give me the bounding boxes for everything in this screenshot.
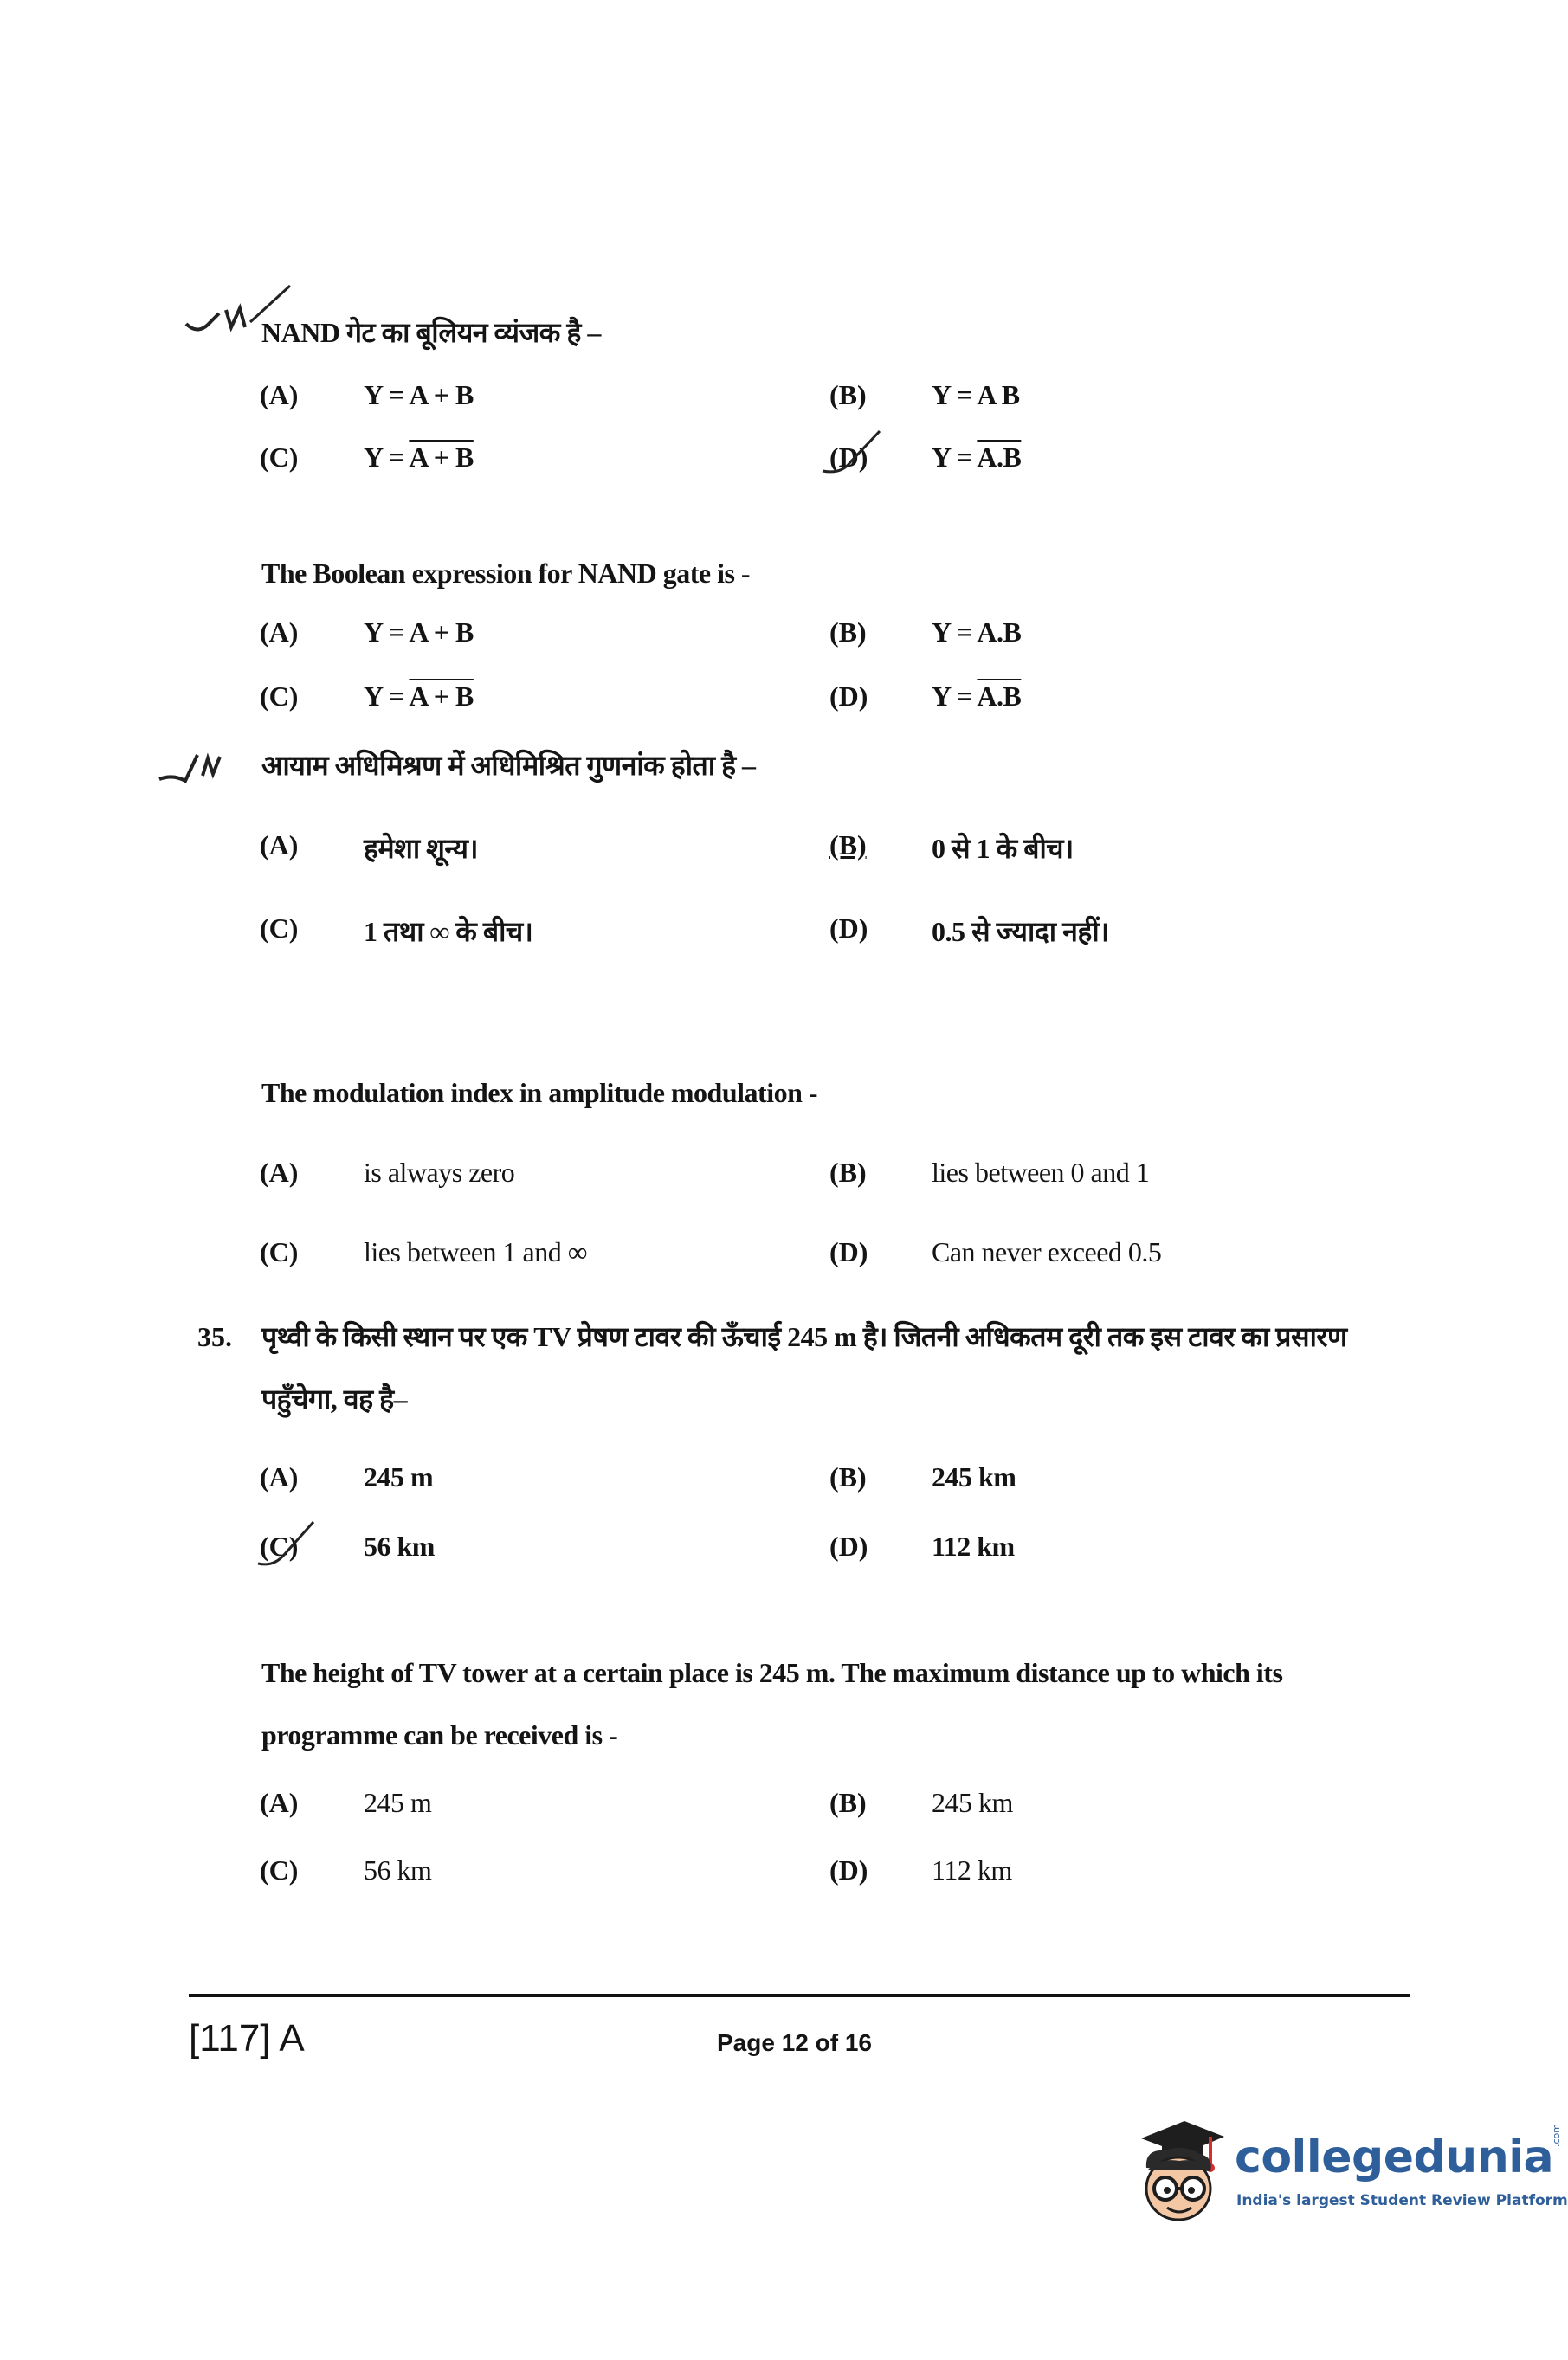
handwritten-tick-icon [156,745,260,788]
page-number: Page 12 of 16 [717,2029,872,2056]
brand-dotcom: .com [1551,2124,1562,2147]
q33-english-stem: The Boolean expression for NAND gate is - [261,558,751,589]
q34-hindi-option-b-text: 0 से 1 के बीच। [932,833,1074,864]
q34-hindi-option-d-label: (D) [829,912,868,944]
footer-divider [189,1994,1410,1997]
q35-english-stem: The height of TV tower at a certain place is 245 m. The maximum distance up to which its programme can be received is - [261,1657,1283,1751]
q33-english-option-c-prefix: Y = [364,680,410,712]
q33-hindi-option-b-label: (B) [829,379,867,410]
q35-english-option-a-label: (A) [260,1787,299,1818]
q33-hindi-option-a-label: (A) [260,379,299,410]
q35-hindi-option-b-label: (B) [829,1461,867,1493]
q33-hindi-option-c-text [364,442,474,474]
q34-english-option-a-text: is always zero [364,1157,515,1188]
q35-english-option-c-text: 56 km [364,1854,432,1886]
q33-english-option-d-label: (D) [829,680,868,712]
q34-hindi-option-a-text: हमेशा शून्य। [364,833,479,864]
q33-english-option-d-expr: A.B [977,680,1022,712]
q35-hindi-option-c-text: 56 km [364,1531,435,1562]
q35-hindi-option-a-label: (A) [260,1461,299,1493]
q33-english-option-a-label: (A) [260,616,299,648]
mascot-icon [1131,2118,1226,2227]
q35-english-option-b-text: 245 km [932,1787,1013,1818]
q35-hindi-option-a-text: 245 m [364,1461,434,1493]
q35-hindi-option-c-label: (C) [260,1531,299,1562]
q33-english-option-b-label: (B) [829,616,867,648]
q33-english-option-a-text: Y = A + B [364,616,474,648]
q33-hindi-option-c-label: (C) [260,442,299,473]
q34-hindi-option-c-text: 1 तथा ∞ के बीच। [364,916,533,947]
q34-english-option-d-label: (D) [829,1236,868,1267]
q33-hindi-option-d-text [932,442,1021,474]
q34-hindi-option-d-text: 0.5 से ज्यादा नहीं। [932,916,1109,947]
q33-hindi-option-d-expr: A.B [977,442,1022,473]
q33-english-option-c-label: (C) [260,680,299,712]
q34-english-option-a-label: (A) [260,1157,299,1188]
q33-hindi-option-b-text: Y = A B [932,379,1020,410]
q33-english-option-d-text [932,680,1021,713]
q34-hindi-option-c-label: (C) [260,912,299,944]
brand-wordmark: collegedunia [1235,2131,1554,2183]
q33-hindi-stem: NAND गेट का बूलियन व्यंजक है – [261,317,601,348]
q35-hindi-option-d-text: 112 km [932,1531,1015,1562]
q34-hindi-option-b-label: (B) [829,829,867,861]
q34-english-option-c-label: (C) [260,1236,299,1267]
q33-hindi-option-a-text: Y = A + B [364,379,474,410]
q35-english-option-d-text: 112 km [932,1854,1012,1886]
q35-english-option-c-label: (C) [260,1854,299,1886]
q34-english-option-c-text: lies between 1 and ∞ [364,1236,588,1267]
q34-english-stem: The modulation index in amplitude modulation - [261,1077,818,1108]
answer-tick-icon [253,1517,322,1569]
q35-number: 35. [197,1321,232,1352]
q34-english-option-b-text: lies between 0 and 1 [932,1157,1150,1188]
q33-hindi-option-c-prefix: Y = [364,442,410,473]
q35-english-option-a-text: 245 m [364,1787,432,1818]
q33-english-option-d-prefix: Y = [932,680,978,712]
q34-hindi-stem: आयाम अधिमिश्रण में अधिमिश्रित गुणनांक होता है – [261,750,756,781]
q33-hindi-option-d-prefix: Y = [932,442,978,473]
q33-hindi-option-d-label: (D) [829,442,868,473]
q34-hindi-option-a-label: (A) [260,829,299,861]
q35-english-option-d-label: (D) [829,1854,868,1886]
q34-english-option-d-text: Can never exceed 0.5 [932,1236,1162,1267]
answer-tick-icon [816,428,885,480]
q34-english-option-b-label: (B) [829,1157,867,1188]
q33-english-option-b-text: Y = A.B [932,616,1022,648]
paper-code: [117] A [189,2017,305,2060]
q35-hindi-option-d-label: (D) [829,1531,868,1562]
q33-english-option-c-expr: A + B [409,680,474,712]
collegedunia-watermark [1131,2114,1568,2227]
q35-hindi-option-b-text: 245 km [932,1461,1016,1493]
q33-english-option-c-text [364,680,474,713]
q35-hindi-stem: पृथ्वी के किसी स्थान पर एक TV प्रेषण टावर की ऊँचाई 245 m है। जितनी अधिकतम दूरी तक इस टावर का प्रसारण पहुँचेगा, वह है– [261,1321,1347,1415]
q35-english-option-b-label: (B) [829,1787,867,1818]
q33-hindi-option-c-expr: A + B [409,442,474,473]
brand-tagline: India's largest Student Review Platform [1236,2192,1568,2209]
